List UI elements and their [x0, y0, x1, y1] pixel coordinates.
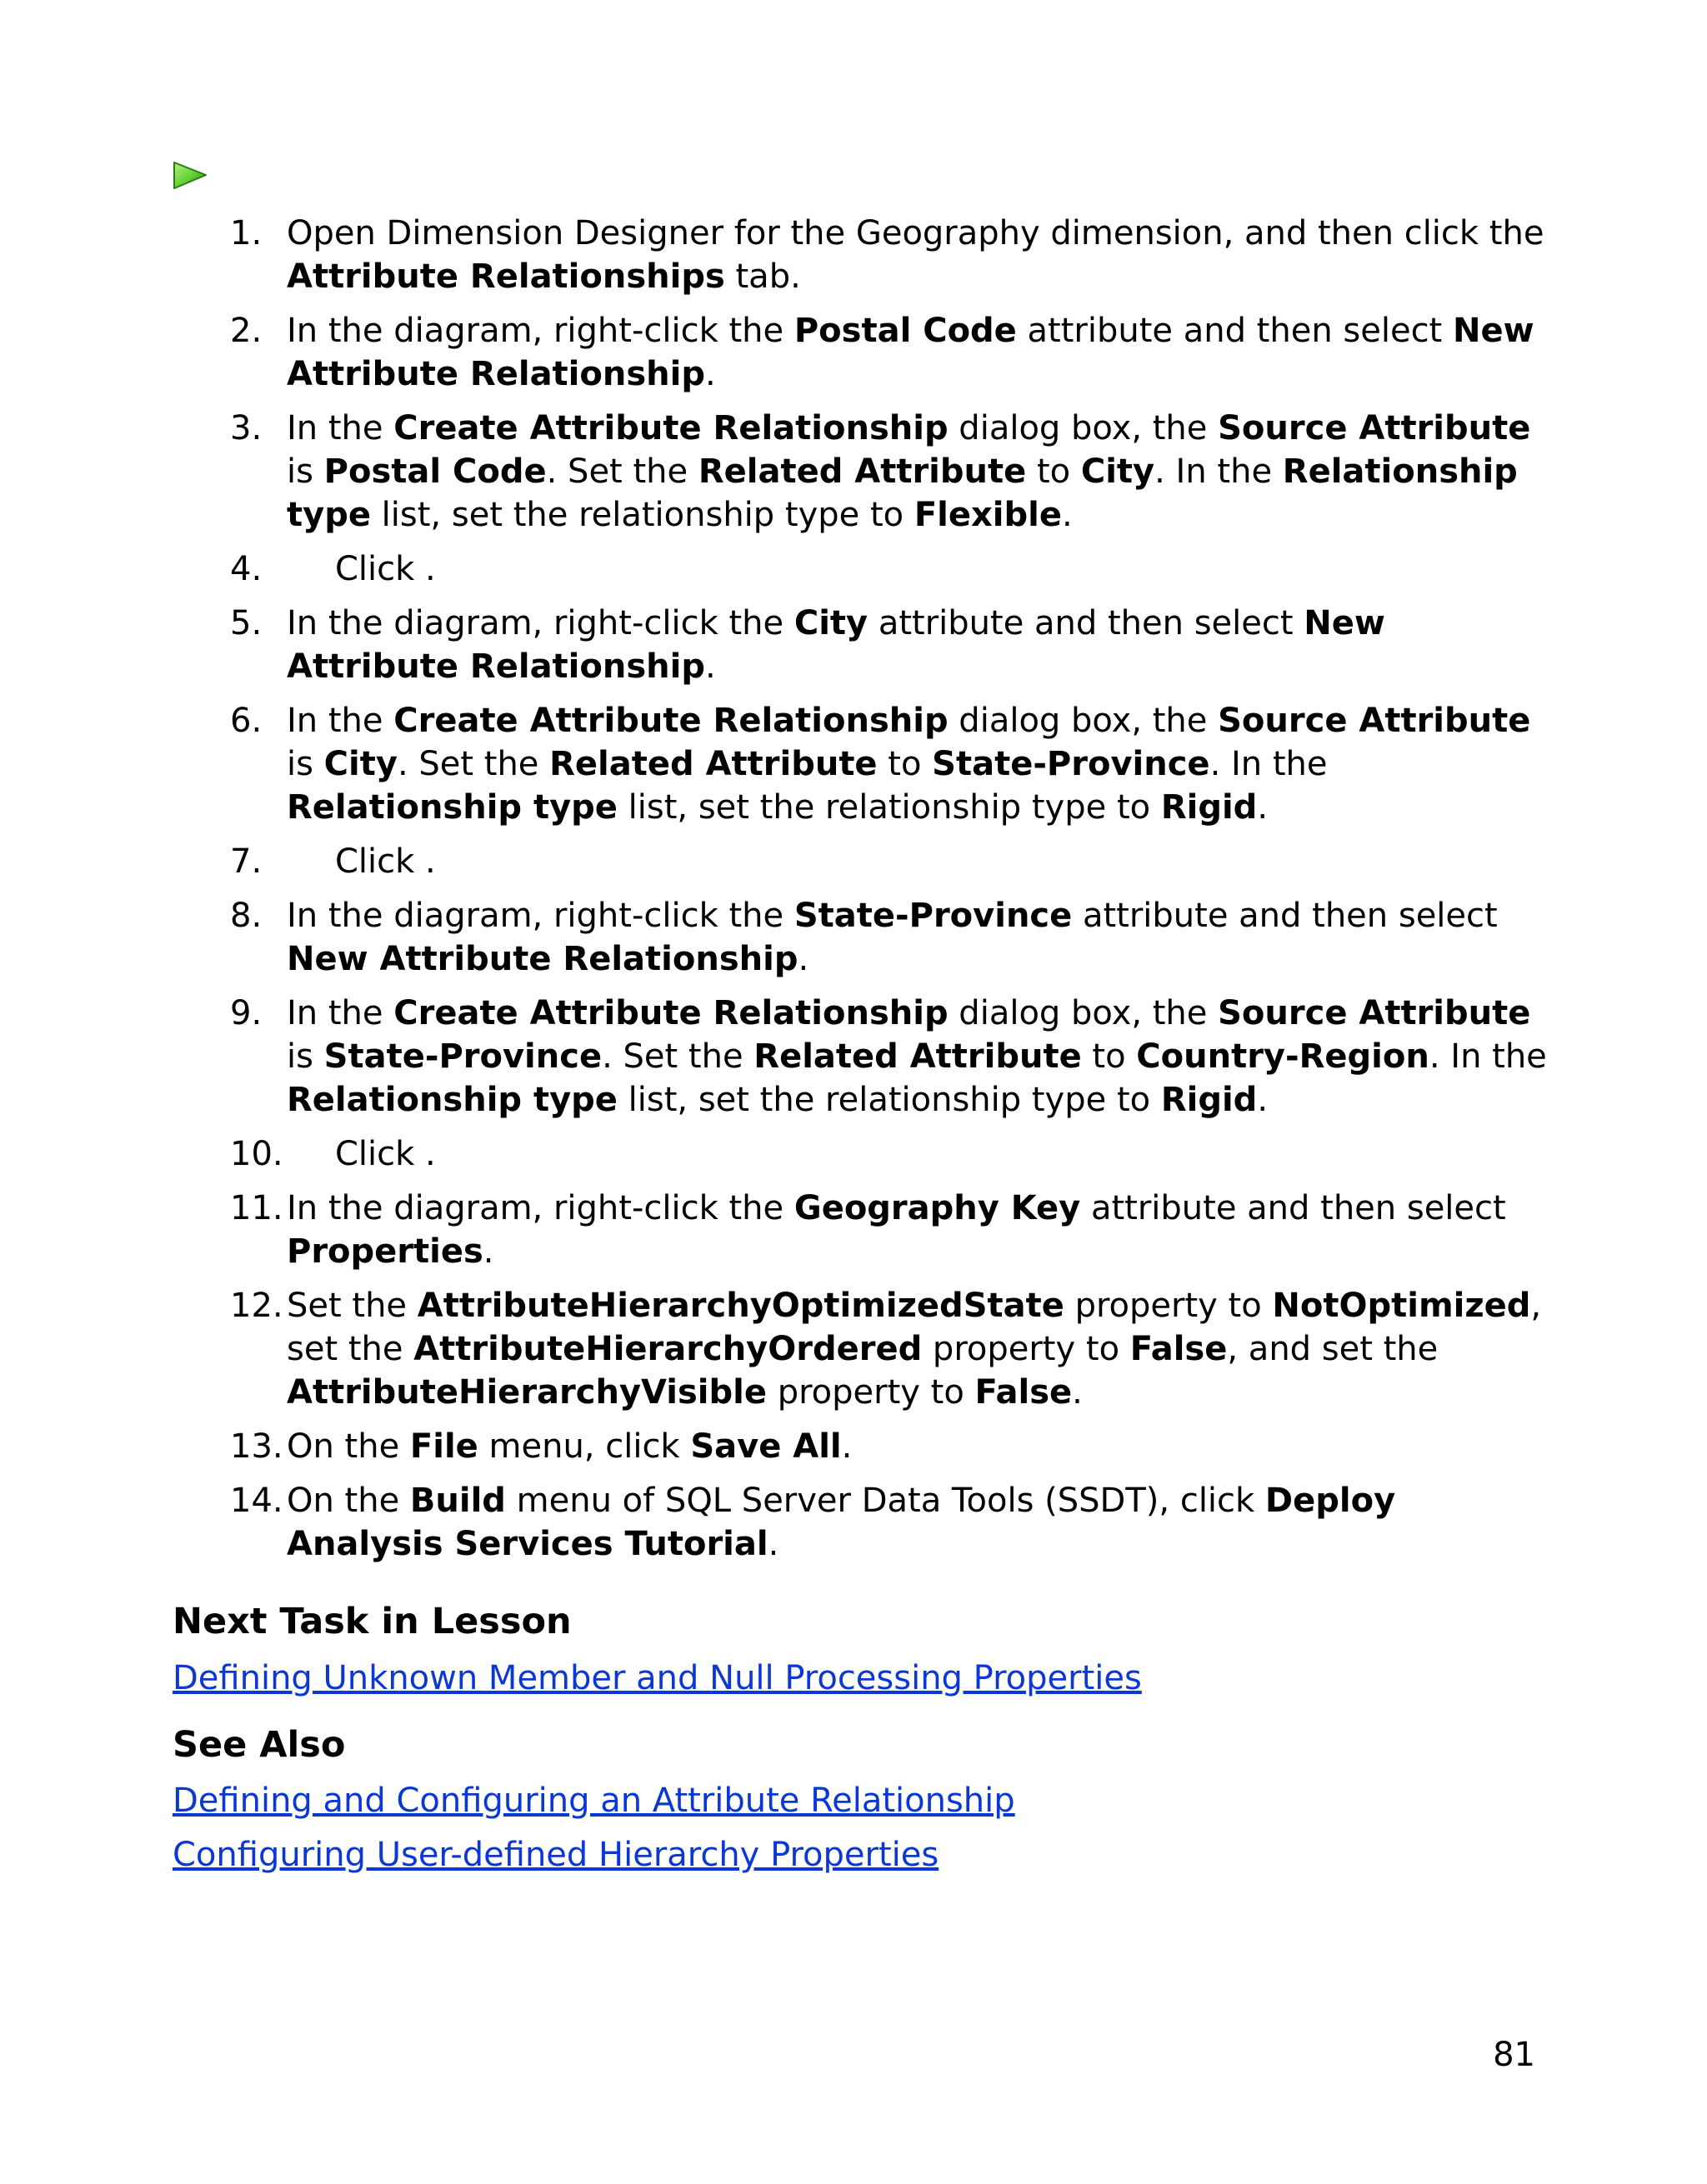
step-text-run: . [1257, 788, 1269, 827]
step-text-run: . Set the [546, 452, 698, 491]
step-term: New Attribute Relationship [287, 940, 798, 978]
step-term: Attribute Relationships [287, 257, 725, 296]
step-term: Properties [287, 1232, 483, 1271]
step-text-run: property to [766, 1373, 975, 1412]
step-term: Save All [690, 1427, 842, 1466]
step-number: 7. [230, 842, 263, 881]
step-term: Rigid [1160, 788, 1258, 827]
step-number: 12. [230, 1287, 283, 1325]
step-text-run: is [287, 1037, 324, 1076]
step-number: 5. [230, 604, 263, 642]
page-number: 81 [1493, 2036, 1535, 2074]
step-text [287, 894, 1547, 981]
step-text-run: In the [287, 994, 394, 1032]
step-text-run: . In the [1429, 1037, 1547, 1076]
step-term: File [409, 1427, 478, 1466]
procedure-steps [230, 212, 1547, 1577]
step-text-run: attribute and then select [1072, 897, 1498, 935]
step-text-run: is [287, 452, 324, 491]
step-term: State-Province [793, 897, 1073, 935]
step-item [230, 1425, 1547, 1468]
step-term: State-Province [932, 745, 1210, 783]
step-text [287, 1479, 1547, 1566]
step-item [230, 309, 1547, 396]
see-also-heading: See Also [173, 1724, 346, 1766]
step-number: 2. [230, 312, 263, 350]
step-text [287, 407, 1547, 537]
step-text [287, 309, 1547, 396]
step-text [287, 1425, 1547, 1468]
step-term: False [974, 1373, 1073, 1412]
step-text-run: . [704, 355, 716, 393]
step-text-run: Open Dimension Designer for the Geography dimension, and then click the [287, 214, 1544, 252]
step-term: Flexible [914, 496, 1062, 534]
step-text [287, 840, 1547, 883]
step-term: Geography Key [793, 1189, 1081, 1227]
step-number: 8. [230, 897, 263, 935]
step-term: AttributeHierarchyOptimizedState [417, 1287, 1064, 1325]
step-text-run: . Set the [602, 1037, 754, 1076]
step-number: 11. [230, 1189, 283, 1227]
step-item [230, 407, 1547, 537]
step-term: Build [409, 1482, 506, 1520]
step-text-run: . In the [1209, 745, 1328, 783]
step-text-run: , and set the [1227, 1330, 1439, 1368]
next-task-heading: Next Task in Lesson [173, 1601, 572, 1642]
step-text-run: . Set the [397, 745, 550, 783]
step-item [230, 1187, 1547, 1273]
step-number: 10. [230, 1135, 283, 1173]
step-term: New Attribute Relationship [287, 312, 1534, 393]
step-term: City [1080, 452, 1155, 491]
step-text [287, 1132, 1547, 1176]
step-text-run: On the [287, 1482, 410, 1520]
step-text-run: menu, click [478, 1427, 691, 1466]
step-text-run: list, set the relationship type to [370, 496, 914, 534]
step-item [230, 840, 1547, 883]
step-text-run: dialog box, the [948, 702, 1219, 740]
see-also-link-attribute-relationship[interactable]: Defining and Configuring an Attribute Relationship [173, 1782, 1015, 1820]
step-term: Rigid [1160, 1081, 1258, 1119]
step-text-run: Click . [335, 842, 436, 881]
step-text-run: list, set the relationship type to [617, 788, 1161, 827]
step-text-run: tab. [724, 257, 801, 296]
step-term: City [793, 604, 869, 642]
step-term: AttributeHierarchyOrdered [413, 1330, 923, 1368]
step-term: False [1129, 1330, 1228, 1368]
step-term: City [323, 745, 398, 783]
step-term: Source Attribute [1218, 702, 1531, 740]
step-term: New Attribute Relationship [287, 604, 1385, 686]
step-term: Create Attribute Relationship [393, 409, 949, 447]
step-term: Source Attribute [1218, 994, 1531, 1032]
step-term: State-Province [323, 1037, 603, 1076]
step-text-run: . [704, 647, 716, 686]
step-text-run: attribute and then select [1080, 1189, 1506, 1227]
step-item [230, 1479, 1547, 1566]
step-text [287, 1187, 1547, 1273]
step-text-run: dialog box, the [948, 994, 1219, 1032]
step-term: Country-Region [1136, 1037, 1429, 1076]
step-text [287, 992, 1547, 1122]
step-term: Deploy Analysis Services Tutorial [287, 1482, 1396, 1563]
step-term: Related Attribute [753, 1037, 1082, 1076]
step-number: 9. [230, 994, 263, 1032]
step-term: Postal Code [793, 312, 1017, 350]
step-term: Related Attribute [698, 452, 1027, 491]
step-text-run: . [798, 940, 809, 978]
step-number: 14. [230, 1482, 283, 1520]
step-term: Create Attribute Relationship [393, 994, 949, 1032]
step-text [287, 699, 1547, 829]
step-item [230, 602, 1547, 688]
step-text-run: Set the [287, 1287, 418, 1325]
step-text-run: is [287, 745, 324, 783]
step-text-run: In the diagram, right-click the [287, 897, 794, 935]
step-number: 3. [230, 409, 263, 447]
step-number: 6. [230, 702, 263, 740]
step-text-run: In the diagram, right-click the [287, 604, 794, 642]
step-number: 4. [230, 550, 263, 588]
step-text-run: list, set the relationship type to [617, 1081, 1161, 1119]
step-term: Create Attribute Relationship [393, 702, 949, 740]
step-text-run: dialog box, the [948, 409, 1219, 447]
step-term: Postal Code [323, 452, 547, 491]
step-term: Relationship type [287, 788, 618, 827]
step-number: 13. [230, 1427, 283, 1466]
step-term: NotOptimized [1272, 1287, 1531, 1325]
step-text-run: Click . [335, 550, 436, 588]
step-text-run: Click . [335, 1135, 436, 1173]
step-text-run: menu of SQL Server Data Tools (SSDT), click [505, 1482, 1265, 1520]
step-item [230, 894, 1547, 981]
step-term: Relationship type [287, 1081, 618, 1119]
step-number: 1. [230, 214, 263, 252]
step-text-run: . [483, 1232, 494, 1271]
step-text-run: to [1081, 1037, 1137, 1076]
step-text-run: In the [287, 702, 394, 740]
next-task-link[interactable]: Defining Unknown Member and Null Processing Properties [173, 1659, 1142, 1697]
step-item [230, 547, 1547, 591]
step-text-run: property to [922, 1330, 1130, 1368]
see-also-link-user-defined-hierarchy[interactable]: Configuring User-defined Hierarchy Properties [173, 1836, 939, 1874]
step-text-run: attribute and then select [1016, 312, 1453, 350]
step-text-run: . [1257, 1081, 1269, 1119]
step-text-run: . [1062, 496, 1073, 534]
step-text-run: , set the [287, 1287, 1542, 1368]
step-text [287, 1284, 1547, 1414]
step-text [287, 212, 1547, 298]
step-text-run: property to [1064, 1287, 1273, 1325]
step-text-run: . [768, 1525, 779, 1563]
step-text-run: to [1026, 452, 1081, 491]
step-text-run: On the [287, 1427, 410, 1466]
step-text-run: . In the [1154, 452, 1283, 491]
step-item [230, 1284, 1547, 1414]
step-text-run: In the diagram, right-click the [287, 312, 794, 350]
step-text-run: In the [287, 409, 394, 447]
step-text-run: attribute and then select [868, 604, 1304, 642]
step-text [287, 547, 1547, 591]
step-item [230, 992, 1547, 1122]
step-text-run: . [1072, 1373, 1083, 1412]
step-term: Related Attribute [549, 745, 878, 783]
green-flag-icon [173, 161, 208, 191]
step-text-run: to [877, 745, 933, 783]
step-text-run: In the diagram, right-click the [287, 1189, 794, 1227]
step-text [287, 602, 1547, 688]
step-text-run: . [841, 1427, 853, 1466]
step-item [230, 699, 1547, 829]
step-term: Source Attribute [1218, 409, 1531, 447]
step-term: Relationship type [287, 452, 1518, 534]
step-item [230, 212, 1547, 298]
step-term: AttributeHierarchyVisible [287, 1373, 767, 1412]
step-item [230, 1132, 1547, 1176]
